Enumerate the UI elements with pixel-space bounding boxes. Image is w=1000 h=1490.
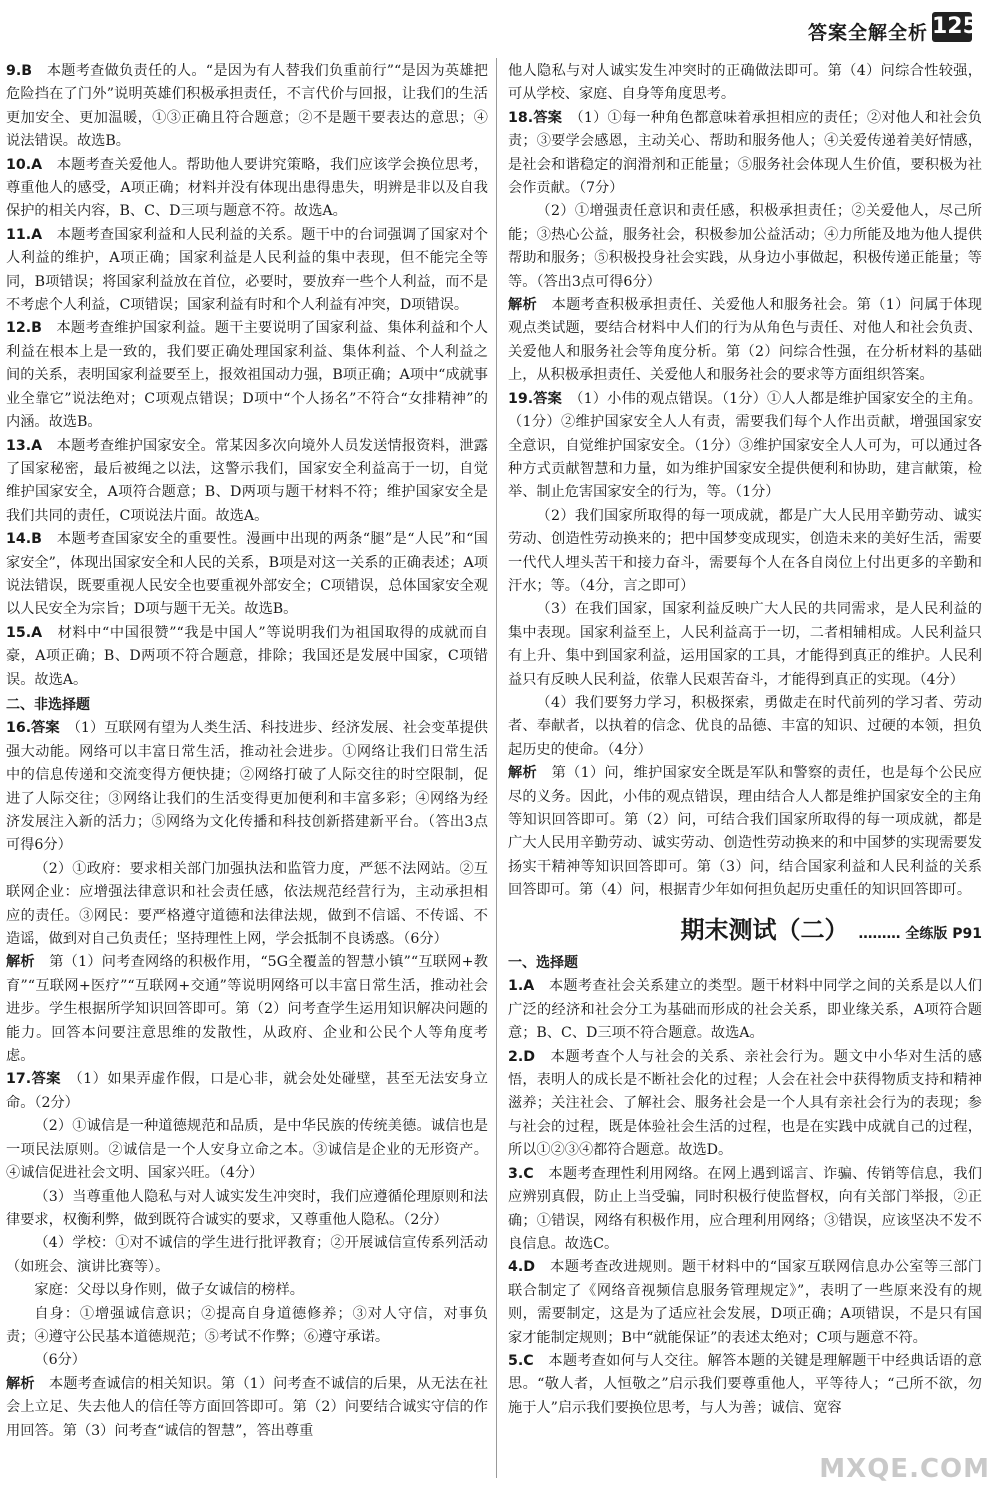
answer-16: 16.答案 （1）互联网有望为人类生活、科技进步、经济发展、社会变革提供强大动能。网络可以丰富日常生活，推动社会进步。①网络让我们日常生活中的信息传递和交流变得方便快捷；②网络打破了人际交往的时空限制，促进了人际交往；③网络让我们的生活变得更加便利和丰富多彩；④网络为经济发展注入新的活力；⑤网络为文化传播和科技创新搭建新平台。（答出3点可得6分） <box>6 720 488 854</box>
answer-18: 18.答案 （1）①每一种角色都意味着承担相应的责任；②对他人和社会负责；③要学会感恩，主动关心、帮助和服务他人；④关爱传递着美好情感，是社会和谐稳定的润滑剂和正能量；⑤服务社会体现人生价值，要积极为社会作贡献。（7分） <box>508 109 982 197</box>
section-title-final-test-2 <box>508 915 982 946</box>
answer-19-part4: （4）我们要努力学习，积极探索，勇做走在时代前列的学习者、劳动者、奉献者，以执着的信念、优良的品德、丰富的知识、过硬的本领，担负起历史的使命。（4分） <box>508 694 982 758</box>
answer-17-part3: （3）当尊重他人隐私与对人诚实发生冲突时，我们应遵循伦理原则和法律要求，权衡利弊，做到既符合诚实的要求，又尊重他人隐私。（2分） <box>6 1188 488 1228</box>
answer-16-part2: （2）①政府：要求相关部门加强执法和监管力度，严惩不法网站。②互联网企业：应增强法律意识和社会责任感，依法规范经营行为，主动承担相应的责任。③网民：要严格遵守道德和法律法规，做到不信谣、不传谣、不造谣，做到对自己负责任；坚持理性上网，学会抵制不良诱惑。（6分） <box>6 860 488 948</box>
section-heading-choice: 一、选择题 <box>508 955 578 972</box>
page-header <box>0 8 1000 48</box>
analysis-17: 解析 本题考查诚信的相关知识。第（1）问考查不诚信的后果，从无法在社会上立足、失去他人的信任等方面回答即可。第（2）问要结合诚实守信的作用回答。第（3）问考查“诚信的智慧”，答出尊重 <box>6 1375 488 1439</box>
header-title: 答案全解全析 <box>807 22 928 44</box>
analysis-18: 解析 本题考查积极承担责任、关爱他人和服务社会。第（1）问属于体现观点类试题，要结合材料中人们的行为从角色与责任、对他人和社会负责、关爱他人和服务社会等角度分析。第（2）问综合性强，在分析材料的基础上，从积极承担责任、关爱他人和服务社会的要求等方面组织答案。 <box>508 297 982 384</box>
right-column <box>508 60 982 1420</box>
part-title: 期末测试（二） <box>680 915 849 944</box>
answer-18-part2: （2）①增强责任意识和责任感，积极承担责任；②关爱他人，尽己所能；③热心公益，服务社会，积极参加公益活动；④力所能及地为他人提供帮助和服务；⑤积极投身社会实践，从身边小事做起，积极传递正能量；等等。（答出3点可得6分） <box>508 203 982 290</box>
watermark-logo: MXQE.COM <box>819 1454 990 1484</box>
answer-10: 10.A 本题考查关爱他人。帮助他人要讲究策略，我们应该学会换位思考，尊重他人的感受，A项正确；材料并没有体现出患得患失，明辨是非以及自我保护的相关内容，B、C、D三项与题意不符。故选A。 <box>6 156 488 220</box>
answer-b5: 5.C 本题考查如何与人交往。解答本题的关键是理解题干中经典话语的意思。“敬人者，人恒敬之”启示我们要尊重他人，平等待人；“己所不欲，勿施于人”启示我们要换位思考，与人为善；诚信、宽容 <box>508 1352 982 1416</box>
answer-17-family: 家庭：父母以身作则，做子女诚信的榜样。 <box>34 1282 304 1299</box>
answer-12: 12.B 本题考查维护国家利益。题干主要说明了国家利益、集体利益和个人利益在根本上是一致的，我们要正确处理国家利益、集体利益、个人利益之间的关系，表明国家利益要至上，报效祖国动力强，B项正确；A项中“成就事业全靠它”说法绝对；C项观点错误；D项中“个人扬名”不符合“女排精神”的内涵。故选B。 <box>6 320 488 431</box>
answer-b3: 3.C 本题考查理性利用网络。在网上遇到谣言、诈骗、传销等信息，我们应辨别真假，防止上当受骗，同时积极行使监督权，向有关部门举报，②正确；①错误，网络有积极作用，应合理利用网络；③错误，应该坚决不发不良信息。故选C。 <box>508 1165 982 1252</box>
answer-9: 9.B 本题考查做负责任的人。“是因为有人替我们负重前行”“是因为英雄把危险挡在了门外”说明英雄们积极承担责任，不言代价与回报，让我们的生活更加安全、更加温暖，①③正确且符合题意；②不是题干要表达的意思；④说法错误。故选B。 <box>6 63 488 150</box>
answer-b4: 4.D 本题考查改进规则。题干材料中的“国家互联网信息办公室等三部门联合制定了《网络音视频信息服务管理规定》”，表明了一些原来没有的规则，需要制定，这是为了适应社会发展，D项正确；A项错误，不是只有国家才能制定规则；B中“就能保证”的表述太绝对；C项与题意不符。 <box>508 1259 982 1346</box>
part-reference: ……… 全练版 P91 <box>858 925 982 942</box>
left-column <box>6 60 488 1443</box>
section-heading-nonchoice: 二、非选择题 <box>6 696 90 713</box>
analysis-17-continued: 他人隐私与对人诚实发生冲突时的正确做法即可。第（4）问综合性较强，可从学校、家庭、自身等角度思考。 <box>508 63 982 103</box>
answer-13: 13.A 本题考查维护国家安全。常某因多次向境外人员发送情报资料，泄露了国家秘密，最后被绳之以法，这警示我们，国家安全利益高于一切，自觉维护国家安全，A项符合题意；B、D两项与题干材料不符；维护国家安全是我们共同的责任，C项说法片面。故选A。 <box>6 437 488 524</box>
answer-19: 19.答案 （1）小伟的观点错误。（1分）①人人都是维护国家安全的主角。（1分）②维护国家安全人人有责，需要我们每个人作出贡献，增强国家安全意识，自觉维护国家安全。（1分）③维护国家安全人人可为，可以通过各种方式贡献智慧和力量，如为维护国家安全提供便利和协助，建言献策，检举、制止危害国家安全的行为，等。（1分） <box>508 390 982 501</box>
column-divider <box>496 58 497 1478</box>
page-number: 125 <box>932 12 972 42</box>
answer-11: 11.A 本题考查国家利益和人民利益的关系。题干中的台词强调了国家对个人利益的维护，A项正确；国家利益是人民利益的集中表现，但不能完全等同，B项错误；将国家利益放在首位，必要时，要放弃一些个人利益，而不是不考虑个人利益，C项错误；国家利益有时和个人利益有冲突，D项错误。 <box>6 226 488 314</box>
answer-17-self: 自身：①增强诚信意识；②提高自身道德修养；③对人守信，对事负责；④遵守公民基本道德规范；⑤考试不作弊；⑥遵守承诺。 <box>6 1305 488 1345</box>
answer-19-part3: （3）在我们国家，国家利益反映广大人民的共同需求，是人民利益的集中表现。国家利益至上，人民利益高于一切，二者相辅相成。人民利益只有上升、集中到国家利益，运用国家的工具，才能得到真正的维护。人民利益只有反映人民利益，依靠人民艰苦奋斗，才能得到真正的实现。（4分） <box>508 601 982 688</box>
analysis-19: 解析 第（1）问，维护国家安全既是军队和警察的责任，也是每个公民应尽的义务。因此，小伟的观点错误，理由结合人人都是维护国家安全的主角等知识回答即可。第（2）问，可结合我们国家所取得的每一项成就，都是广大人民用辛勤劳动、诚实劳动、创造性劳动换来的和中国梦的实现需要发扬实干精神等知识回答即可。第（3）问，结合国家利益和人民利益的关系回答即可。第（4）问，根据青少年如何担负起历史重任的知识回答即可。 <box>508 765 982 899</box>
answer-17-score: （6分） <box>34 1352 86 1369</box>
answer-19-part2: （2）我们国家所取得的每一项成就，都是广大人民用辛勤劳动、诚实劳动、创造性劳动换来的；把中国梦变成现实，创造未来的美好生活，需要一代代人埋头苦干和接力奋斗，需要每个人在各自岗位上付出更多的辛勤和汗水；等。（4分，言之即可） <box>508 507 982 594</box>
answer-17: 17.答案 （1）如果弄虚作假，口是心非，就会处处碰壁，甚至无法安身立命。（2分） <box>6 1071 488 1111</box>
analysis-16: 解析 第（1）问考查网络的积极作用，“5G全覆盖的智慧小镇”“互联网+教育”“互联网+医疗”“互联网+交通”等说明网络可以丰富日常生活，推动社会进步。学生根据所学知识回答即可。第（2）问考查学生运用知识解决问题的能力。回答本问要注意思维的发散性，从政府、企业和公民个人等角度考虑。 <box>6 954 488 1065</box>
answer-15: 15.A 材料中“中国很赞”“我是中国人”等说明我们为祖国取得的成就而自豪，A项正确；B、D两项不符合题意，排除；我国还是发展中国家，C项错误。故选A。 <box>6 624 488 688</box>
answer-b1: 1.A 本题考查社会关系建立的类型。题干材料中同学之间的关系是以人们广泛的经济和社会分工为基础而形成的社会关系，即业缘关系，A项符合题意；B、C、D三项不符合题意。故选A。 <box>508 978 982 1042</box>
answer-17-part2: （2）①诚信是一种道德规范和品质，是中华民族的传统美德。诚信也是一项民法原则。②诚信是一个人安身立命之本。③诚信是企业的无形资产。④诚信促进社会文明、国家兴旺。（4分） <box>6 1118 488 1182</box>
answer-b2: 2.D 本题考查个人与社会的关系、亲社会行为。题文中小华对生活的感悟，表明人的成长是不断社会化的过程；人会在社会中获得物质支持和精神滋养；关注社会、了解社会、服务社会是一个人具有亲社会行为的表现；参与社会的过程，既是体验社会生活的过程，也是在实践中成就自己的过程，所以①②③④都符合题意。故选D。 <box>508 1048 982 1159</box>
answer-17-part4: （4）学校：①对不诚信的学生进行批评教育；②开展诚信宣传系列活动（如班会、演讲比赛等）。 <box>6 1235 488 1275</box>
answer-14: 14.B 本题考查国家安全的重要性。漫画中出现的两条“腿”是“人民”和“国家安全”，体现出国家安全和人民的关系，B项是对这一关系的正确表述；A项说法错误，既要重视人民安全也要重视外部安全；C项错误，总体国家安全观以人民安全为宗旨；D项与题干无关。故选B。 <box>6 531 488 618</box>
